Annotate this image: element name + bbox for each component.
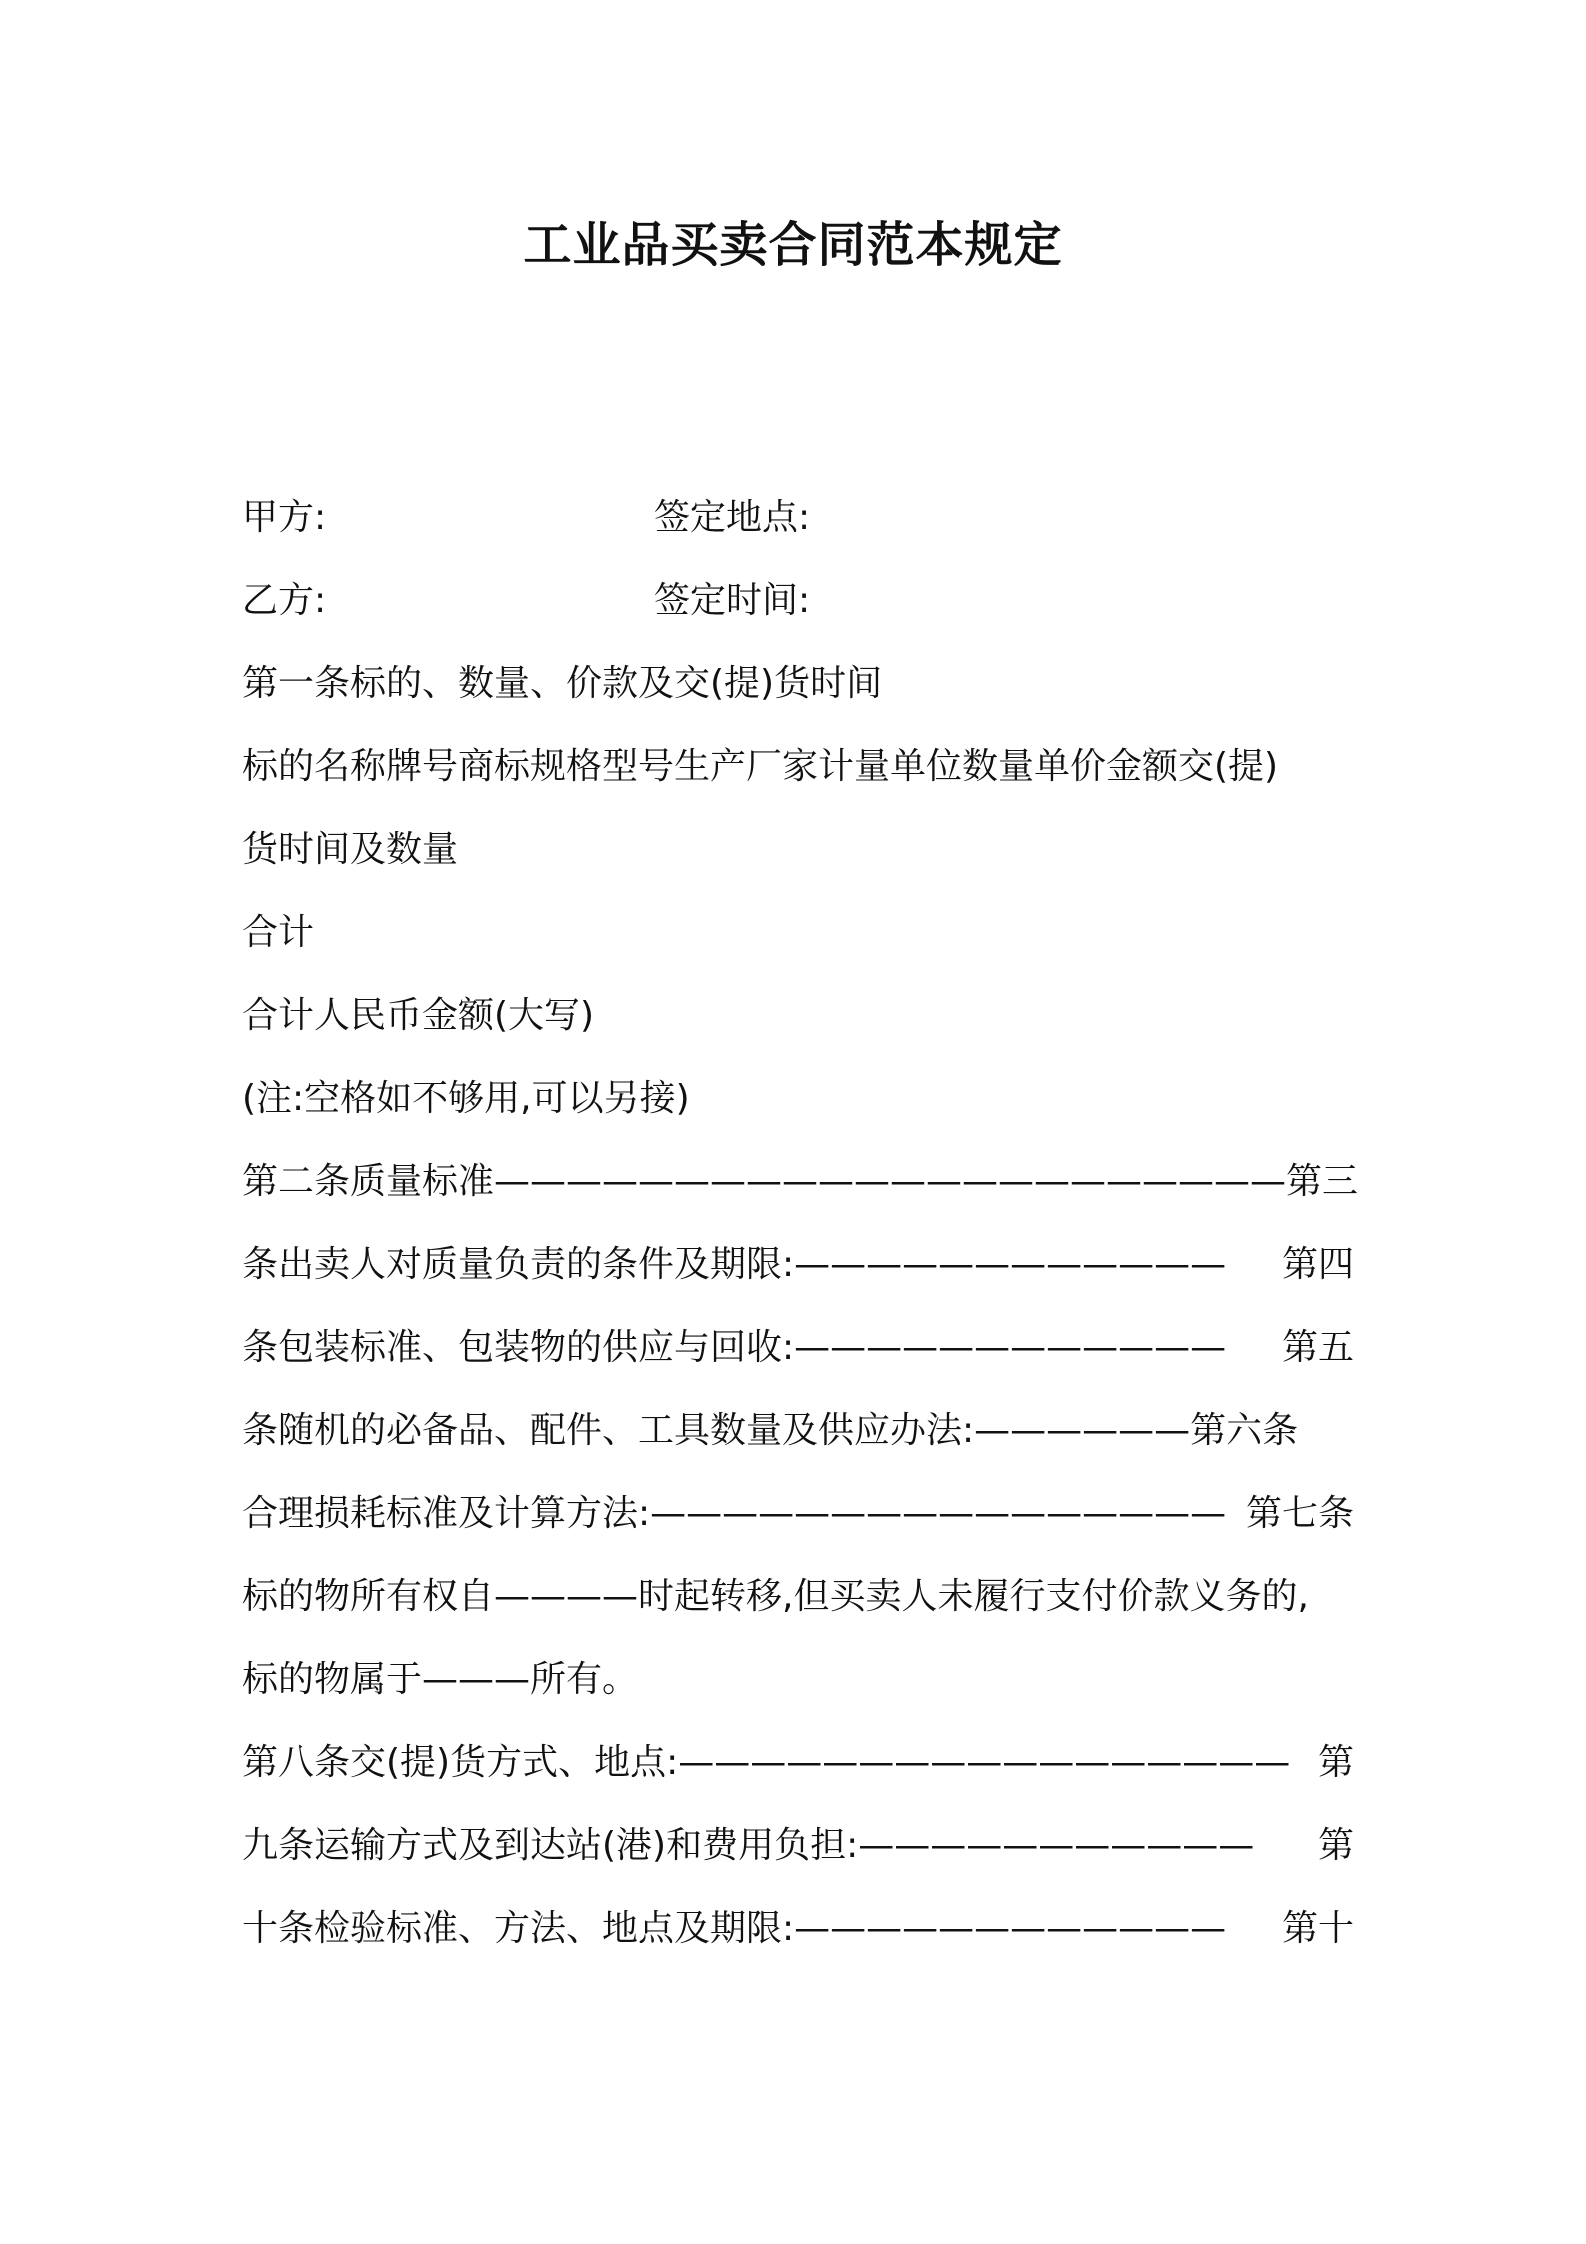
article-3-start: 第三 [1286, 1161, 1359, 1202]
article-2-text: 第二条质量标准—————————————————————— [242, 1161, 1287, 1202]
header-row-1 [242, 488, 1362, 548]
article-9-line [242, 1816, 1354, 1876]
note-line: (注:空格如不够用,可以另接) [242, 1078, 690, 1119]
article-3-text: 条出卖人对质量负责的条件及期限:———————————— [242, 1244, 1227, 1285]
article-1-heading: 第一条标的、数量、价款及交(提)货时间 [242, 663, 883, 704]
article-9-text: 九条运输方式及到达站(港)和费用负担:——————————— [242, 1825, 1255, 1866]
article-5-start: 第五 [1281, 1327, 1354, 1368]
total-rmb-label: 合计人民币金额(大写) [242, 995, 595, 1036]
article-4-text: 条包装标准、包装物的供应与回收:———————————— [242, 1327, 1227, 1368]
article-6-text: 合理损耗标准及计算方法:———————————————— [242, 1493, 1227, 1534]
article-4-line [242, 1318, 1354, 1378]
article-6-line [242, 1484, 1354, 1544]
article-11-start: 第十 [1281, 1908, 1354, 1949]
article-10-start: 第 [1317, 1825, 1354, 1866]
article-7-line: 标的物所有权自————时起转移,但买卖人未履行支付价款义务的, [242, 1576, 1309, 1617]
article-4-start: 第四 [1281, 1244, 1354, 1285]
article-7-continued: 标的物属于———所有。 [242, 1659, 639, 1700]
sign-place-label: 签定地点: [654, 497, 811, 538]
article-7-start: 第七条 [1245, 1493, 1354, 1534]
party-a-label: 甲方: [242, 497, 327, 538]
document-title: 工业品买卖合同范本规定 [523, 217, 1063, 273]
article-8-line [242, 1733, 1354, 1793]
party-b-label: 乙方: [242, 580, 327, 621]
article-10-line [242, 1899, 1354, 1959]
table-columns-continued: 货时间及数量 [242, 829, 459, 870]
header-row-2 [242, 571, 1362, 631]
article-2-line [242, 1152, 1359, 1212]
sign-time-label: 签定时间: [654, 580, 811, 621]
article-10-text: 十条检验标准、方法、地点及期限:———————————— [242, 1908, 1227, 1949]
table-columns-line: 标的名称牌号商标规格型号生产厂家计量单位数量单价金额交(提) [242, 746, 1279, 787]
article-5-line: 条随机的必备品、配件、工具数量及供应办法:——————第六条 [242, 1410, 1299, 1451]
total-label: 合计 [242, 912, 315, 953]
article-3-line [242, 1235, 1354, 1295]
article-8-text: 第八条交(提)货方式、地点:————————————————— [242, 1742, 1291, 1783]
article-9-start: 第 [1317, 1742, 1354, 1783]
